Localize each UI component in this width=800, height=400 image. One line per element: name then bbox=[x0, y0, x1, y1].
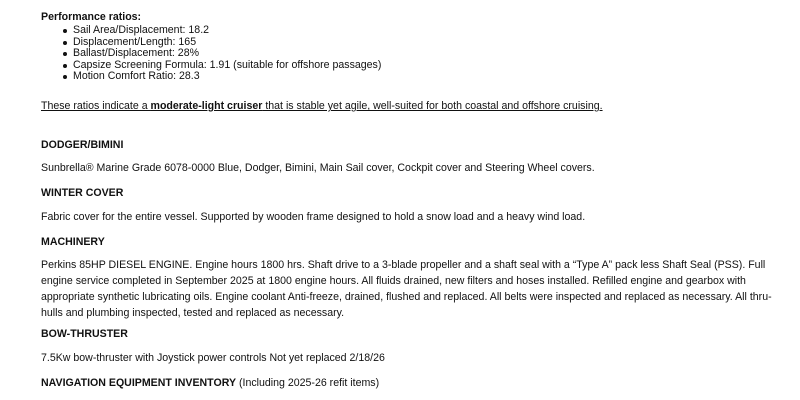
performance-ratio-list bbox=[41, 25, 793, 83]
navigation-heading-title: NAVIGATION EQUIPMENT INVENTORY bbox=[41, 377, 237, 389]
navigation-heading-note: (Including 2025-26 refit items) bbox=[236, 377, 380, 389]
ratios-summary bbox=[41, 98, 603, 114]
machinery-heading: MACHINERY bbox=[41, 236, 105, 248]
navigation-inventory-heading bbox=[41, 375, 379, 391]
dodger-text: Sunbrella® Marine Grade 6078-0000 Blue, Dodger, Bimini, Main Sail cover, Cockpit cover and Steering Wheel covers. bbox=[41, 162, 595, 174]
ratio-motion-comfort: Motion Comfort Ratio: 28.3 bbox=[63, 71, 793, 83]
winter-cover-text: Fabric cover for the entire vessel. Supported by wooden frame designed to hold a snow load and a heavy wind load. bbox=[41, 211, 586, 223]
document-body bbox=[41, 9, 793, 389]
performance-title: Performance ratios: bbox=[41, 11, 142, 23]
machinery-text: Perkins 85HP DIESEL ENGINE. Engine hours 1800 hrs. Shaft drive to a 3-blade propeller and a shaft seal with a “Type A” pack less Shaft Seal (PSS). Full engine service completed in September 2025 at 1800 engine hours. All fluids drained, new filters and hoses installed. Refilled engine and gearbox with appropriate synthetic lubricating oils. Engine coolant Anti-freeze, drained, flushed and replaced. All belts were inspected and replaced as necessary. All thru-hulls and plumbing inspected, tested and replaced as necessary. bbox=[41, 259, 772, 319]
summary-emphasis: moderate-light cruiser bbox=[150, 100, 263, 112]
winter-cover-heading: WINTER COVER bbox=[41, 187, 124, 199]
ratio-displacement-length: Displacement/Length: 165 bbox=[63, 37, 793, 49]
bow-thruster-heading: BOW-THRUSTER bbox=[41, 328, 128, 340]
bow-thruster-text: 7.5Kw bow-thruster with Joystick power controls Not yet replaced 2/18/26 bbox=[41, 352, 385, 364]
ratio-capsize-screening: Capsize Screening Formula: 1.91 (suitable for offshore passages) bbox=[63, 60, 793, 72]
dodger-heading: DODGER/BIMINI bbox=[41, 139, 124, 151]
ratio-ballast-displacement: Ballast/Displacement: 28% bbox=[63, 48, 793, 60]
performance-section bbox=[41, 9, 793, 83]
summary-prefix: These ratios indicate a bbox=[41, 100, 151, 112]
summary-suffix: that is stable yet agile, well-suited for both coastal and offshore cruising. bbox=[262, 100, 603, 112]
ratio-sail-area-displacement: Sail Area/Displacement: 18.2 bbox=[63, 25, 793, 37]
